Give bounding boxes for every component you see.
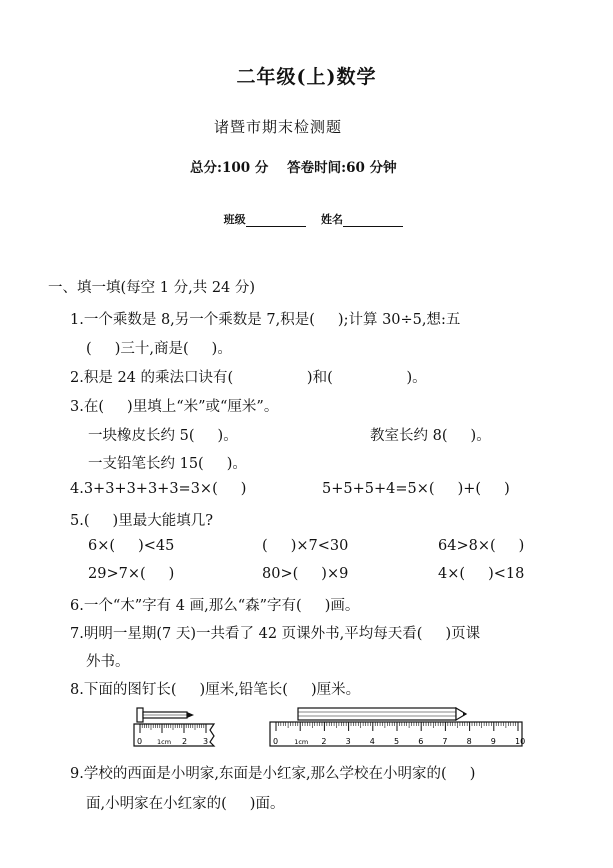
large-ruler	[270, 722, 525, 746]
question-3: 3.在( )里填上“米”或“厘米”。	[70, 399, 279, 415]
question-1-line-2: ( )三十,商是( )。	[86, 341, 232, 357]
small-ruler	[134, 724, 214, 746]
ruler-label: 8	[466, 737, 472, 746]
question-5: 5.( )里最大能填几?	[70, 513, 213, 529]
exam-meta: 总分:100 分 答卷时间:60 分钟	[190, 160, 397, 176]
page-subtitle: 诸暨市期末检测题	[214, 118, 343, 136]
thumbtack-icon	[137, 708, 194, 722]
ruler-label: 4	[369, 737, 375, 746]
name-label: 姓名	[321, 213, 343, 226]
section-heading: 一、填一填(每空 1 分,共 24 分)	[48, 280, 256, 296]
ruler-label: 2	[321, 737, 327, 746]
ruler-label: 10	[515, 737, 526, 746]
ruler-label-1cm: 1cm	[157, 738, 172, 746]
question-5-item-3: 64>8×( )	[438, 538, 525, 554]
question-7-line-2: 外书。	[86, 654, 130, 670]
ruler-label: 5	[394, 737, 400, 746]
ruler-label-3: 3	[203, 737, 209, 746]
question-4-part-1: 4.3+3+3+3+3=3×( )	[70, 481, 247, 497]
pencil-icon	[298, 708, 467, 720]
ruler-label: 6	[418, 737, 424, 746]
question-5-item-5: 80>( )×9	[262, 566, 349, 582]
student-info	[216, 198, 403, 227]
ruler-label: 9	[490, 737, 496, 746]
question-5-item-2: ( )×7<30	[262, 538, 349, 554]
ruler-label-2: 2	[182, 737, 188, 746]
question-3-item-classroom: 教室长约 8( )。	[370, 428, 491, 444]
question-2: 2.积是 24 的乘法口诀有( )和( )。	[70, 370, 427, 386]
ruler-label: 1cm	[294, 738, 309, 746]
tack-ruler-figure	[130, 700, 226, 750]
pencil-ruler-figure	[266, 700, 528, 750]
ruler-label-0: 0	[137, 737, 143, 746]
question-1-line-1: 1.一个乘数是 8,另一个乘数是 7,积是( );计算 30÷5,想:五	[70, 312, 461, 328]
question-3-item-eraser: 一块橡皮长约 5( )。	[88, 428, 238, 444]
question-5-item-4: 29>7×( )	[88, 566, 175, 582]
ruler-label: 0	[273, 737, 279, 746]
question-5-item-6: 4×( )<18	[438, 566, 525, 582]
question-8: 8.下面的图钉长( )厘米,铅笔长( )厘米。	[70, 682, 361, 698]
question-3-item-pencil: 一支铅笔长约 15( )。	[88, 456, 247, 472]
ruler-label: 7	[442, 737, 448, 746]
ruler-label: 3	[345, 737, 351, 746]
name-field[interactable]	[343, 216, 403, 227]
class-label: 班级	[223, 213, 246, 226]
question-7-line-1: 7.明明一星期(7 天)一共看了 42 页课外书,平均每天看( )页课	[70, 626, 481, 642]
question-6: 6.一个“木”字有 4 画,那么“森”字有( )画。	[70, 598, 360, 614]
question-5-item-1: 6×( )<45	[88, 538, 175, 554]
question-9-line-1: 9.学校的西面是小明家,东面是小红家,那么学校在小明家的( )	[70, 766, 476, 782]
question-4-part-2: 5+5+5+4=5×( )+( )	[322, 481, 510, 497]
page-title: 二年级(上)数学	[236, 66, 377, 88]
class-field[interactable]	[246, 216, 306, 227]
question-9-line-2: 面,小明家在小红家的( )面。	[86, 796, 285, 812]
